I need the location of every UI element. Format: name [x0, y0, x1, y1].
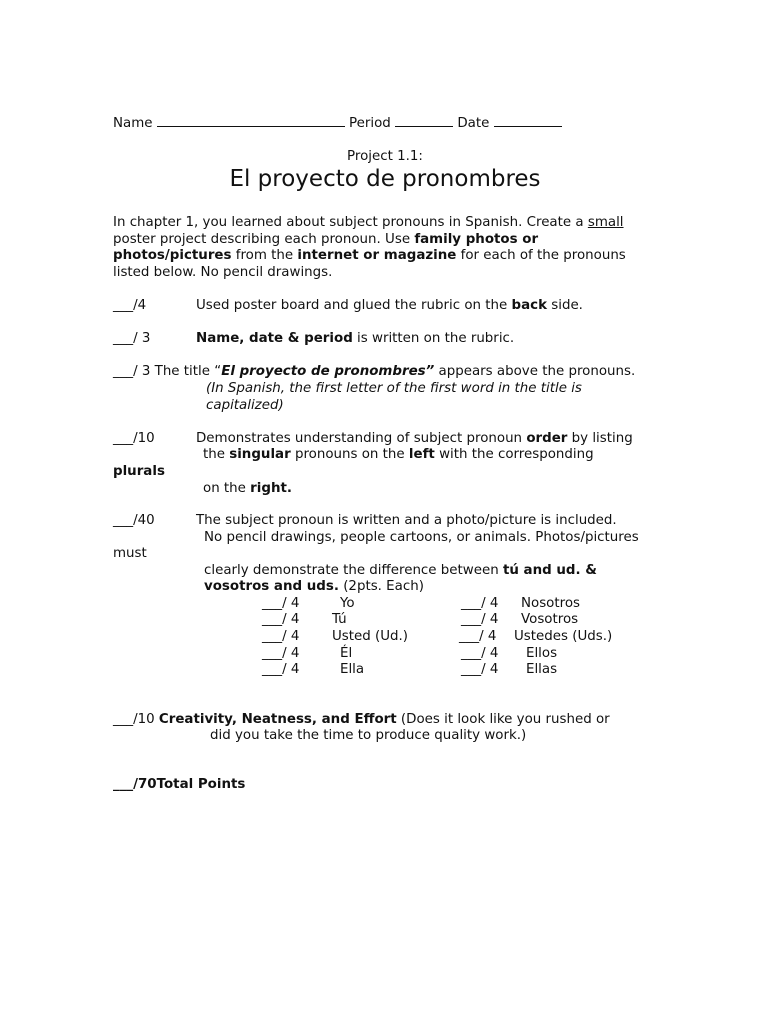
rubric-2-points: ___/ 3 — [113, 331, 151, 346]
plural-points-2: ___/ 4 — [461, 612, 499, 627]
total-points: ___/70Total Points — [113, 777, 246, 792]
rubric-4-points: ___/10 — [113, 431, 155, 446]
rubric-5-points: ___/40 — [113, 513, 155, 528]
rubric-3-points: ___/ 3 — [113, 364, 155, 379]
rubric-6-line-2: did you take the time to produce quality work.) — [210, 728, 527, 743]
project-number: Project 1.1: — [347, 149, 423, 164]
singular-word-3: Usted (Ud.) — [332, 629, 409, 644]
singular-word-2: Tú — [332, 612, 347, 627]
singular-word-5: Ella — [340, 662, 365, 677]
rubric-2-text: Name, date & period is written on the rubric. — [196, 331, 515, 346]
plural-word-3: Ustedes (Uds.) — [514, 629, 613, 644]
rubric-5-line-1: The subject pronoun is written and a photo/picture is included. — [196, 513, 617, 528]
plural-points-3: ___/ 4 — [459, 629, 497, 644]
rubric-5-line-4: clearly demonstrate the difference between tú and ud. & — [204, 563, 597, 578]
name-blank — [157, 113, 345, 127]
intro-line-1: In chapter 1, you learned about subject pronouns in Spanish. Create a small — [113, 215, 624, 230]
singular-points-2: ___/ 4 — [262, 612, 300, 627]
rubric-1-points: ___/4 — [113, 298, 147, 313]
intro-line-4: listed below. No pencil drawings. — [113, 265, 333, 280]
rubric-5-line-5: vosotros and uds. (2pts. Each) — [204, 579, 424, 594]
plural-word-4: Ellos — [526, 646, 558, 661]
total-points-blank: ___/70 — [113, 777, 157, 792]
rubric-6-line-1: ___/10 Creativity, Neatness, and Effort (Does it look like you rushed or — [113, 712, 610, 727]
rubric-3-note-2: capitalized) — [206, 398, 284, 413]
period-label: Period — [349, 116, 391, 131]
plural-word-1: Nosotros — [521, 596, 581, 611]
singular-points-1: ___/ 4 — [262, 596, 300, 611]
plural-points-5: ___/ 4 — [461, 662, 499, 677]
rubric-5-line-2: No pencil drawings, people cartoons, or animals. Photos/pictures — [204, 530, 639, 545]
header-line — [113, 113, 562, 132]
rubric-4-line-2: the singular pronouns on the left with the corresponding — [203, 447, 594, 462]
rubric-1-text: Used poster board and glued the rubric on the back side. — [196, 298, 583, 313]
rubric-4-line-3: plurals — [113, 464, 165, 479]
intro-line-3: photos/pictures from the internet or magazine for each of the pronouns — [113, 248, 626, 263]
singular-word-4: Él — [340, 646, 353, 661]
rubric-3-text: ___/ 3 The title “El proyecto de pronombres” appears above the pronouns. — [113, 364, 636, 379]
page-title: El proyecto de pronombres — [229, 166, 541, 192]
rubric-3-note-1: (In Spanish, the first letter of the first word in the title is — [206, 381, 582, 396]
rubric-4-line-4: on the right. — [203, 481, 292, 496]
date-blank — [494, 113, 562, 127]
rubric-6-points: ___/10 — [113, 712, 159, 727]
name-label: Name — [113, 116, 153, 131]
rubric-4-line-1: Demonstrates understanding of subject pronoun order by listing — [196, 431, 633, 446]
plural-word-5: Ellas — [526, 662, 558, 677]
small-emphasis: small — [587, 215, 624, 230]
rubric-5-line-3: must — [113, 546, 147, 561]
singular-word-1: Yo — [340, 596, 355, 611]
plural-points-1: ___/ 4 — [461, 596, 499, 611]
singular-points-4: ___/ 4 — [262, 646, 300, 661]
period-blank — [395, 113, 453, 127]
intro-line-2: poster project describing each pronoun. Use family photos or — [113, 232, 539, 247]
plural-word-2: Vosotros — [521, 612, 579, 627]
plural-points-4: ___/ 4 — [461, 646, 499, 661]
singular-points-3: ___/ 4 — [262, 629, 300, 644]
date-label: Date — [457, 116, 490, 131]
singular-points-5: ___/ 4 — [262, 662, 300, 677]
